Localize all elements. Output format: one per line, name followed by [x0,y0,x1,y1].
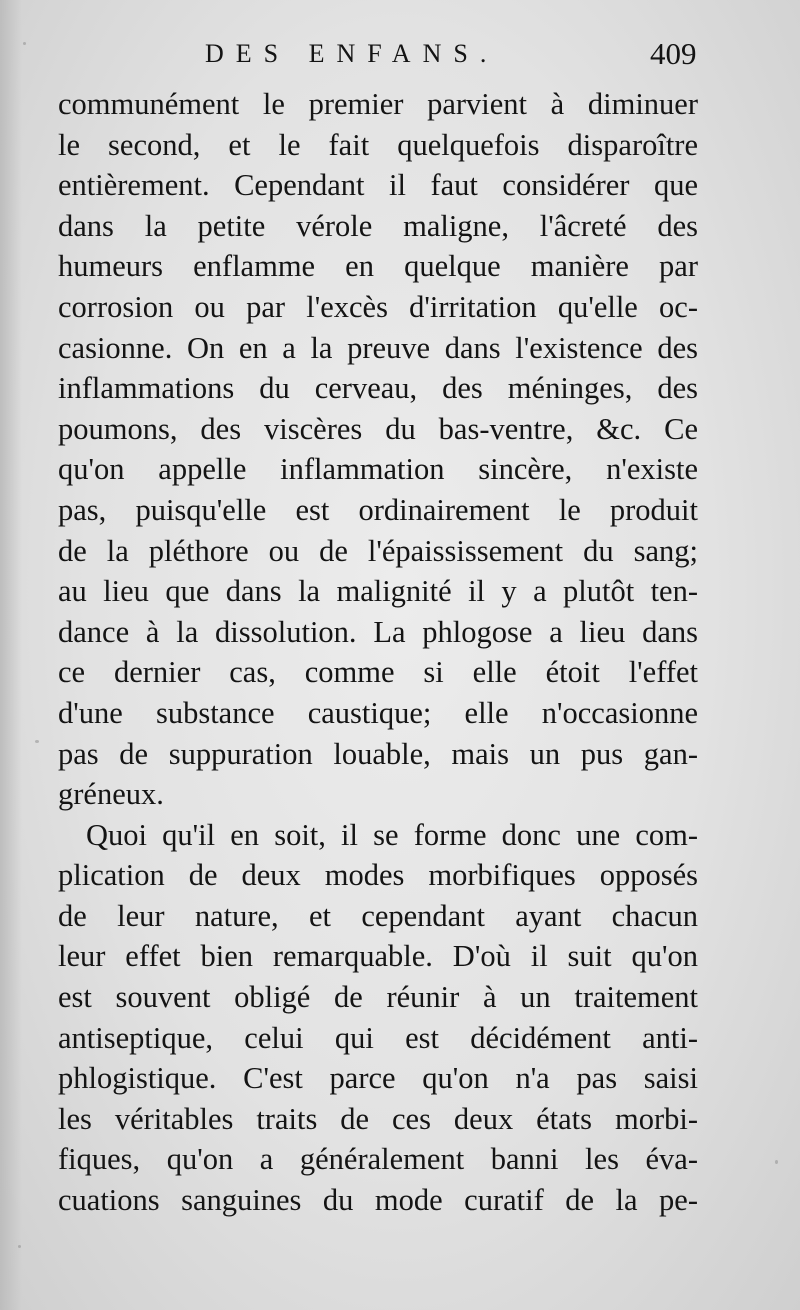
text-line: casionne. On en a la preuve dans l'existence des [58,330,698,365]
text-line: d'une substance caustique; elle n'occasionne [58,695,698,730]
text-line: au lieu que dans la malignité il y a plutôt ten- [58,574,698,609]
paper-speck [18,1245,21,1248]
text-line: corrosion ou par l'excès d'irritation qu'elle oc- [58,289,698,324]
text-line: leur effet bien remarquable. D'où il suit qu'on [58,939,698,974]
text-line: dans la petite vérole maligne, l'âcreté des [58,208,698,243]
text-line: inflammations du cerveau, des méninges, des [58,371,698,406]
text-line: dance à la dissolution. La phlogose a lieu dans [58,614,698,649]
paper-speck [35,740,39,743]
text-line: entièrement. Cependant il faut considérer que [58,168,698,203]
text-line: est souvent obligé de réunir à un traitement [58,980,698,1015]
paper-speck [775,1160,778,1164]
text-line: plication de deux modes morbifiques opposés [58,858,698,893]
text-line: de la pléthore ou de l'épaississement du sang; [58,533,698,568]
text-line: de leur nature, et cependant ayant chacun [58,898,698,933]
text-line: antiseptique, celui qui est décidément anti- [58,1020,698,1055]
page-header [0,34,800,84]
body-text [58,84,698,1221]
text-line: pas de suppuration louable, mais un pus gan- [58,736,698,771]
paragraph-first-line: Quoi qu'il en soit, il se forme donc une com- [86,817,698,852]
running-title: DES ENFANS. [205,39,499,68]
text-line: le second, et le fait quelquefois disparoître [58,127,698,162]
text-line: phlogistique. C'est parce qu'on n'a pas saisi [58,1061,698,1096]
paragraph-end-line: gréneux. [58,777,164,812]
text-line: ce dernier cas, comme si elle étoit l'effet [58,655,698,690]
text-line: fiques, qu'on a généralement banni les éva- [58,1142,698,1177]
text-line: communément le premier parvient à diminuer [58,87,698,121]
text-line: humeurs enflamme en quelque manière par [58,249,698,284]
text-line: pas, puisqu'elle est ordinairement le produit [58,492,698,527]
text-line: qu'on appelle inflammation sincère, n'existe [58,452,698,487]
text-line: les véritables traits de ces deux états morbi- [58,1101,698,1136]
text-line: poumons, des viscères du bas-ventre, &c. Ce [58,411,698,446]
page-edge-shadow [0,0,22,1310]
page-number: 409 [650,36,697,71]
paper-speck [23,42,26,45]
text-line: cuations sanguines du mode curatif de la pe- [58,1183,698,1218]
